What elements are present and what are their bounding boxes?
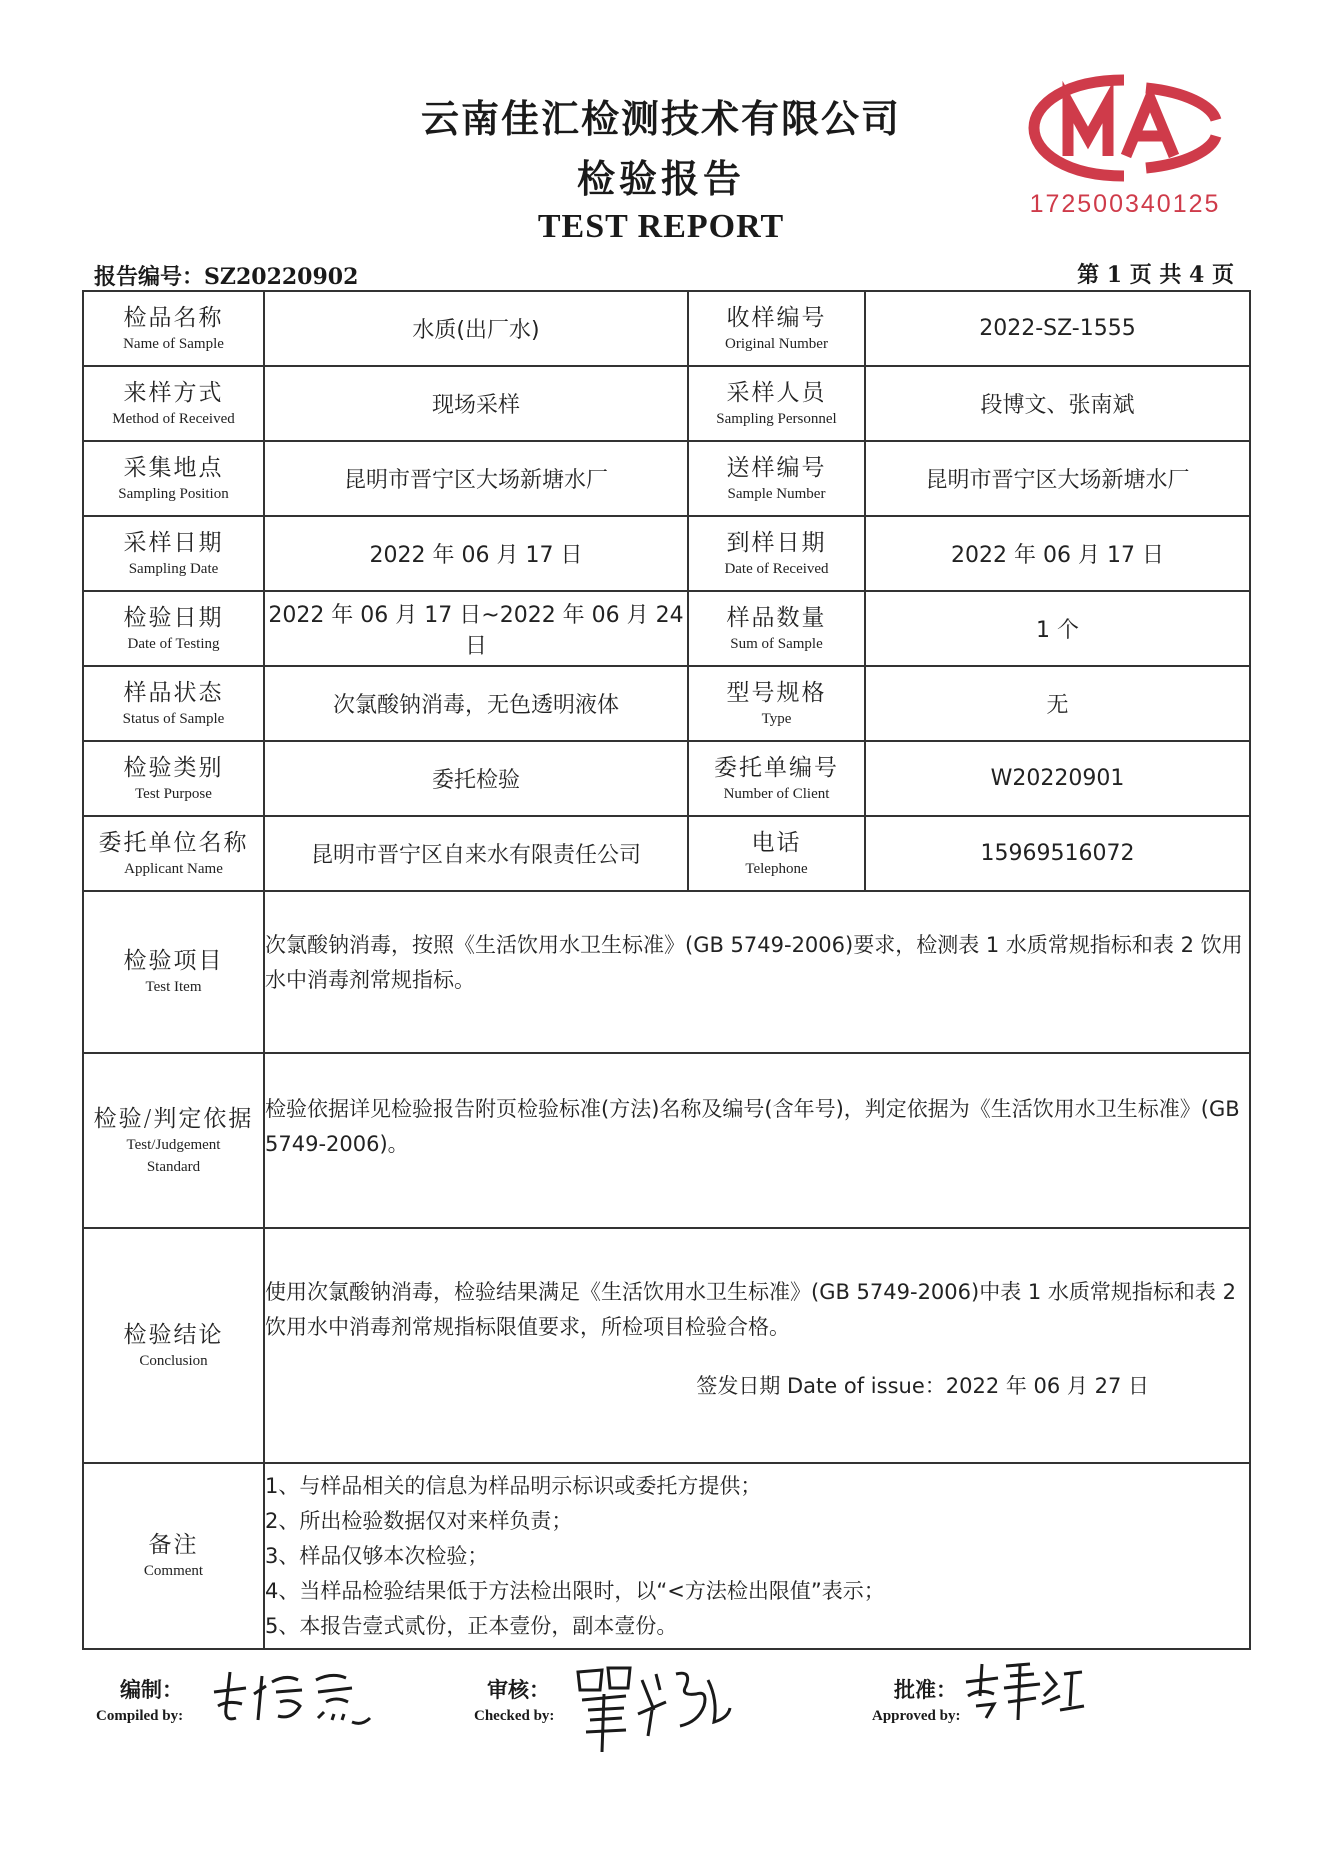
comment-label: 备注 Comment bbox=[83, 1463, 264, 1649]
field-label: 收样编号 Original Number bbox=[688, 291, 865, 366]
cma-number: 172500340125 bbox=[1029, 190, 1221, 218]
info-row bbox=[83, 441, 1250, 516]
judgement-row bbox=[83, 1053, 1250, 1228]
issue-date: 签发日期 Date of issue：2022 年 06 月 27 日 bbox=[696, 1374, 1149, 1398]
comment-item: 3、样品仅够本次检验； bbox=[265, 1543, 489, 1568]
field-label: 检品名称 Name of Sample bbox=[83, 291, 264, 366]
approved-label: 批准： bbox=[894, 1678, 957, 1702]
conclusion-cell bbox=[264, 1228, 1250, 1463]
comment-item: 1、与样品相关的信息为样品明示标识或委托方提供； bbox=[265, 1473, 762, 1498]
judgement-label: 检验/判定依据 Test/Judgement Standard bbox=[83, 1053, 264, 1228]
field-label: 采集地点 Sampling Position bbox=[83, 441, 264, 516]
report-table bbox=[82, 290, 1251, 1650]
field-value: 2022-SZ-1555 bbox=[865, 291, 1250, 366]
comment-list bbox=[264, 1463, 1250, 1649]
test-item-label: 检验项目 Test Item bbox=[83, 891, 264, 1053]
field-value: 2022 年 06 月 17 日~2022 年 06 月 24 日 bbox=[264, 591, 688, 666]
test-item-row bbox=[83, 891, 1250, 1053]
field-label: 电话 Telephone bbox=[688, 816, 865, 891]
field-value: 次氯酸钠消毒，无色透明液体 bbox=[264, 666, 688, 741]
conclusion-row bbox=[83, 1228, 1250, 1463]
checked-signature bbox=[568, 1660, 733, 1755]
report-title-cn: 检验报告 bbox=[576, 157, 745, 201]
field-label: 样品数量 Sum of Sample bbox=[688, 591, 865, 666]
info-row bbox=[83, 366, 1250, 441]
field-value: 15969516072 bbox=[865, 816, 1250, 891]
compiled-label-en: Compiled by: bbox=[96, 1708, 184, 1724]
field-label: 检验日期 Date of Testing bbox=[83, 591, 264, 666]
approved-label-en: Approved by: bbox=[872, 1708, 961, 1724]
info-row bbox=[83, 291, 1250, 366]
field-value: 昆明市晋宁区大场新塘水厂 bbox=[264, 441, 688, 516]
field-label: 送样编号 Sample Number bbox=[688, 441, 865, 516]
conclusion-label: 检验结论 Conclusion bbox=[83, 1228, 264, 1463]
field-value: 委托检验 bbox=[264, 741, 688, 816]
field-label: 委托单位名称 Applicant Name bbox=[83, 816, 264, 891]
comment-item: 2、所出检验数据仅对来样负责； bbox=[265, 1508, 573, 1533]
report-number: 报告编号：SZ20220902 bbox=[94, 264, 359, 290]
field-value: 现场采样 bbox=[264, 366, 688, 441]
field-label: 采样日期 Sampling Date bbox=[83, 516, 264, 591]
field-value: 段博文、张南斌 bbox=[865, 366, 1250, 441]
field-value: 2022 年 06 月 17 日 bbox=[264, 516, 688, 591]
judgement-text: 检验依据详见检验报告附页检验标准(方法)名称及编号(含年号)，判定依据为《生活饮用水卫生标准》(GB 5749-2006)。 bbox=[264, 1053, 1250, 1228]
field-value: 昆明市晋宁区自来水有限责任公司 bbox=[264, 816, 688, 891]
field-value: W20220901 bbox=[865, 741, 1250, 816]
field-label: 样品状态 Status of Sample bbox=[83, 666, 264, 741]
comment-item: 4、当样品检验结果低于方法检出限时，以“<方法检出限值”表示； bbox=[265, 1578, 885, 1603]
compiled-signature bbox=[206, 1662, 376, 1732]
report-title-en: TEST REPORT bbox=[537, 208, 785, 245]
field-label: 来样方式 Method of Received bbox=[83, 366, 264, 441]
info-row bbox=[83, 591, 1250, 666]
info-rows bbox=[83, 291, 1250, 891]
checked-label: 审核： bbox=[487, 1678, 550, 1702]
field-value: 无 bbox=[865, 666, 1250, 741]
info-row bbox=[83, 816, 1250, 891]
field-label: 型号规格 Type bbox=[688, 666, 865, 741]
info-row bbox=[83, 516, 1250, 591]
field-value: 2022 年 06 月 17 日 bbox=[865, 516, 1250, 591]
page-info: 第 1 页 共 4 页 bbox=[1077, 262, 1234, 288]
field-value: 昆明市晋宁区大场新塘水厂 bbox=[865, 441, 1250, 516]
conclusion-text: 使用次氯酸钠消毒，检验结果满足《生活饮用水卫生标准》(GB 5749-2006)中表 1 水质常规指标和表 2 饮用水中消毒剂常规指标限值要求，所检项目检验合格。 bbox=[265, 1280, 1236, 1339]
field-label: 委托单编号 Number of Client bbox=[688, 741, 865, 816]
field-label: 到样日期 Date of Received bbox=[688, 516, 865, 591]
test-item-text: 次氯酸钠消毒，按照《生活饮用水卫生标准》(GB 5749-2006)要求，检测表 1 水质常规指标和表 2 饮用水中消毒剂常规指标。 bbox=[264, 891, 1250, 1053]
company-name: 云南佳汇检测技术有限公司 bbox=[420, 97, 901, 141]
field-label: 检验类别 Test Purpose bbox=[83, 741, 264, 816]
comment-item: 5、本报告壹式贰份，正本壹份，副本壹份。 bbox=[265, 1613, 678, 1638]
checked-label-en: Checked by: bbox=[474, 1708, 555, 1724]
field-label: 采样人员 Sampling Personnel bbox=[688, 366, 865, 441]
comment-row bbox=[83, 1463, 1250, 1649]
field-value: 水质(出厂水) bbox=[264, 291, 688, 366]
info-row bbox=[83, 741, 1250, 816]
info-row bbox=[83, 666, 1250, 741]
compiled-label: 编制： bbox=[120, 1678, 183, 1702]
cma-logo bbox=[1026, 74, 1222, 182]
field-value: 1 个 bbox=[865, 591, 1250, 666]
approved-signature bbox=[960, 1656, 1085, 1724]
